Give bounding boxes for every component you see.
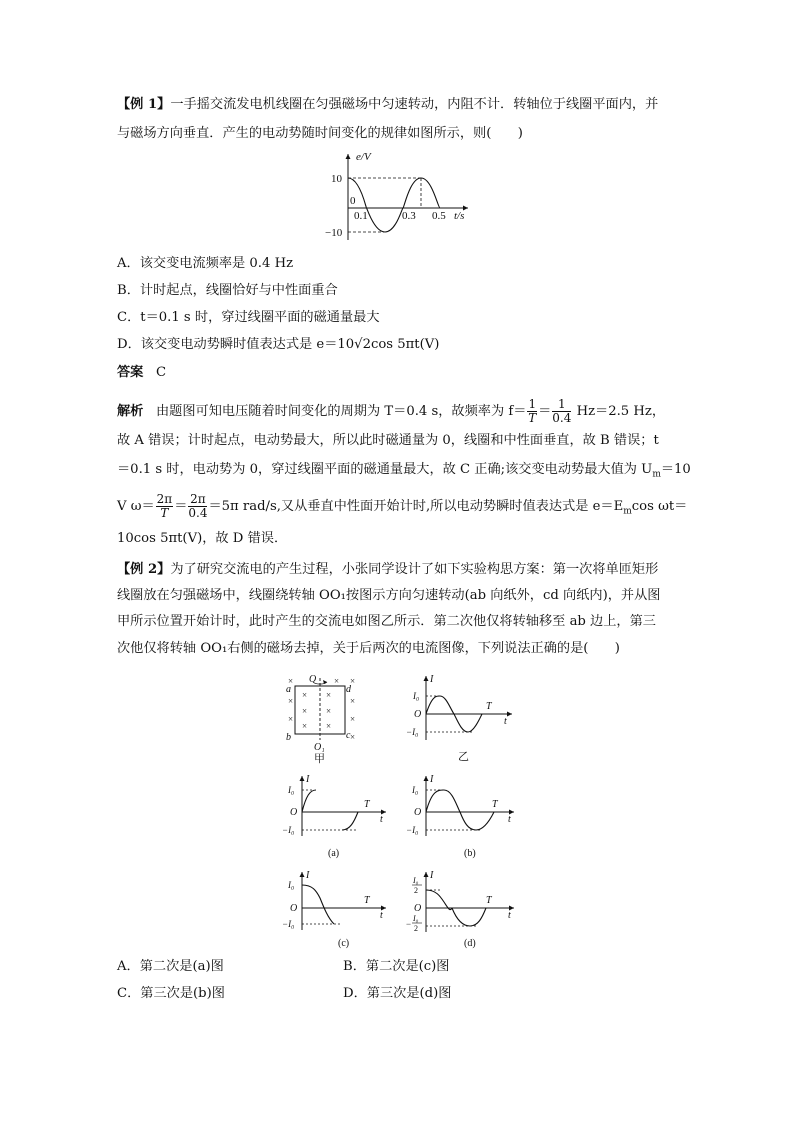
svg-text:2: 2 <box>414 886 418 895</box>
label-c: c <box>346 730 351 741</box>
svg-text:×: × <box>350 676 356 686</box>
svg-text:T: T <box>364 895 370 906</box>
ex1-option-b: B．计时起点，线圈恰好与中性面重合 <box>117 283 338 298</box>
fraction-1-over-0.4: $\frac{1}{0.4}$ <box>552 397 572 425</box>
ex2-question-line3: 甲所示位置开始计时，此时产生的交流电如图乙所示．第二次他仅将转轴移至 ab 边上，第三 <box>117 614 656 629</box>
svg-text:O: O <box>414 807 422 818</box>
origin: 0 <box>350 195 356 207</box>
ex1-option-c: C．t＝0.1 s 时，穿过线圈平面的磁通量最大 <box>117 310 380 325</box>
fraction-1-over-T: $\frac{1}{T}$ <box>528 397 537 425</box>
svg-text:T: T <box>364 799 370 810</box>
ex1-analysis-line1: 解析 由题图可知电压随着时间变化的周期为 T＝0.4 s，故频率为 f＝ $\frac{1}{T}$ ＝ $\frac{1}{0.4}$ Hz＝2.5 Hz， <box>117 397 666 425</box>
svg-text:(c): (c) <box>338 938 350 949</box>
svg-text:(d): (d) <box>464 938 476 949</box>
svg-text:−I₀: −I₀ <box>282 919 295 929</box>
svg-text:×: × <box>302 706 308 716</box>
svg-text:t: t <box>380 910 383 921</box>
ytick-bottom: −10 <box>325 227 343 239</box>
ex2-option-b: B．第二次是(c)图 <box>343 959 450 974</box>
svg-text:−I₀: −I₀ <box>282 825 295 835</box>
label-b: b <box>286 732 291 743</box>
svg-text:I: I <box>306 774 310 785</box>
fraction-2pi-over-0.4: $\frac{2\pi}{0.4}$ <box>188 492 208 520</box>
ex1-analysis-line3: ＝0.1 s 时，电动势为 0，穿过线圈平面的磁通量最大，故 C 正确;该交变电动势最大值为 $U_m=10$ <box>117 462 691 480</box>
svg-text:I₀: I₀ <box>288 880 295 890</box>
svg-text:O: O <box>414 903 422 914</box>
svg-text:O: O <box>290 807 298 818</box>
ex2-tag: 【例 2】 <box>117 562 171 577</box>
svg-text:T: T <box>486 701 492 712</box>
ex1-analysis-line4: V ω＝ $\frac{2\pi}{T}$ ＝ $\frac{2\pi}{0.4}$ ＝5π rad/s,又从垂直中性面开始计时,所以电动势瞬时值表达式是 $e=E_m\cos$ ωt＝ <box>117 492 688 520</box>
fig-jia-coil-diagram <box>280 672 370 764</box>
ex1-question-line2: 与磁场方向垂直．产生的电动势随时间变化的规律如图所示，则( ) <box>117 126 523 141</box>
fig-d-current-graph <box>400 868 520 950</box>
analysis-label: 解析 <box>117 404 144 419</box>
svg-text:I: I <box>430 674 434 685</box>
svg-text:(a): (a) <box>328 848 340 859</box>
ex2-option-a: A．第二次是(a)图 <box>117 959 224 974</box>
svg-text:×: × <box>288 696 294 706</box>
xtick-0.3: 0.3 <box>402 210 416 222</box>
label-o: O <box>309 674 317 685</box>
xtick-0.5: 0.5 <box>432 210 446 222</box>
ex1-option-a: A．该交变电流频率是 0.4 Hz <box>117 256 294 271</box>
ex2-option-d: D．第三次是(d)图 <box>343 986 452 1001</box>
fig-yi-current-graph <box>400 672 520 764</box>
svg-text:乙: 乙 <box>458 751 469 763</box>
svg-text:−I₀: −I₀ <box>406 825 419 835</box>
ex1-analysis-line5: 10cos 5πt(V)，故 D 错误． <box>117 531 288 546</box>
svg-text:I₀: I₀ <box>413 914 419 923</box>
fraction-2pi-over-T: $\frac{2\pi}{T}$ <box>156 492 173 520</box>
svg-text:t: t <box>508 814 511 825</box>
svg-text:T: T <box>486 895 492 906</box>
label-a: a <box>286 684 291 695</box>
ex1-option-d: D．该交变电动势瞬时值表达式是 e＝10√2cos 5πt(V) <box>117 337 440 352</box>
svg-text:×: × <box>288 714 294 724</box>
svg-text:I₀: I₀ <box>413 876 419 885</box>
svg-text:×: × <box>302 690 308 700</box>
svg-text:t: t <box>508 910 511 921</box>
fig-c-current-graph <box>282 868 392 950</box>
caption-jia: 甲 <box>314 753 325 764</box>
svg-text:t: t <box>504 716 507 727</box>
svg-text:×: × <box>302 721 308 731</box>
fig-b-current-graph <box>400 772 520 860</box>
emf-curve <box>348 178 440 232</box>
svg-text:2: 2 <box>414 924 418 933</box>
ex1-analysis-line2: 故 A 错误；计时起点，电动势最大，所以此时磁通量为 0，线圈和中性面垂直，故 B 错误；t <box>117 433 659 448</box>
y-axis-arrow <box>346 154 351 159</box>
ytick-top: 10 <box>331 173 342 185</box>
svg-text:×: × <box>350 696 356 706</box>
ex1-answer <box>117 364 166 382</box>
svg-text:I: I <box>306 870 310 881</box>
answer-value: C <box>155 365 167 380</box>
svg-text:O: O <box>414 709 422 720</box>
ylabel: e/V <box>356 151 371 163</box>
ex2-option-c: C．第三次是(b)图 <box>117 986 225 1001</box>
fig-a-current-graph <box>282 772 392 860</box>
svg-text:×: × <box>350 714 356 724</box>
xtick-0.1: 0.1 <box>354 210 368 222</box>
svg-text:I₀: I₀ <box>413 691 420 701</box>
svg-text:t: t <box>380 814 383 825</box>
ex2-question-line4: 次他仅将转轴 OO₁右侧的磁场去掉，关于后两次的电流图像，下列说法正确的是( ) <box>117 641 620 656</box>
svg-text:O: O <box>290 903 298 914</box>
svg-text:−: − <box>406 919 412 929</box>
svg-text:×: × <box>334 676 340 686</box>
label-o1: O₁ <box>314 742 325 753</box>
svg-text:×: × <box>326 706 332 716</box>
ex2-question-line1: 【例 2】为了研究交流电的产生过程，小张同学设计了如下实验构思方案：第一次将单匝矩形 <box>117 562 659 577</box>
ex1-tag: 【例 1】 <box>117 97 171 112</box>
svg-text:(b): (b) <box>464 848 476 859</box>
svg-text:−I₀: −I₀ <box>406 727 419 737</box>
ex1-emf-graph <box>318 150 478 245</box>
label-d: d <box>346 684 351 695</box>
ex2-question-line2: 线圈放在匀强磁场中，线圈绕转轴 OO₁按图示方向匀速转动(ab 向纸外，cd 向纸内)，并从图 <box>117 588 661 603</box>
xlabel: t/s <box>454 210 465 222</box>
svg-text:I: I <box>430 774 434 785</box>
svg-text:×: × <box>288 676 294 686</box>
svg-text:×: × <box>350 732 356 742</box>
svg-text:I₀: I₀ <box>288 785 295 795</box>
svg-text:T: T <box>492 799 498 810</box>
svg-text:×: × <box>326 690 332 700</box>
ex1-question-line1: 【例 1】一手摇交流发电机线圈在匀强磁场中匀速转动，内阻不计．转轴位于线圈平面内，并 <box>117 97 659 112</box>
svg-text:I₀: I₀ <box>412 785 419 795</box>
answer-label: 答案 <box>117 365 144 380</box>
svg-text:I: I <box>430 870 434 881</box>
svg-text:×: × <box>326 721 332 731</box>
